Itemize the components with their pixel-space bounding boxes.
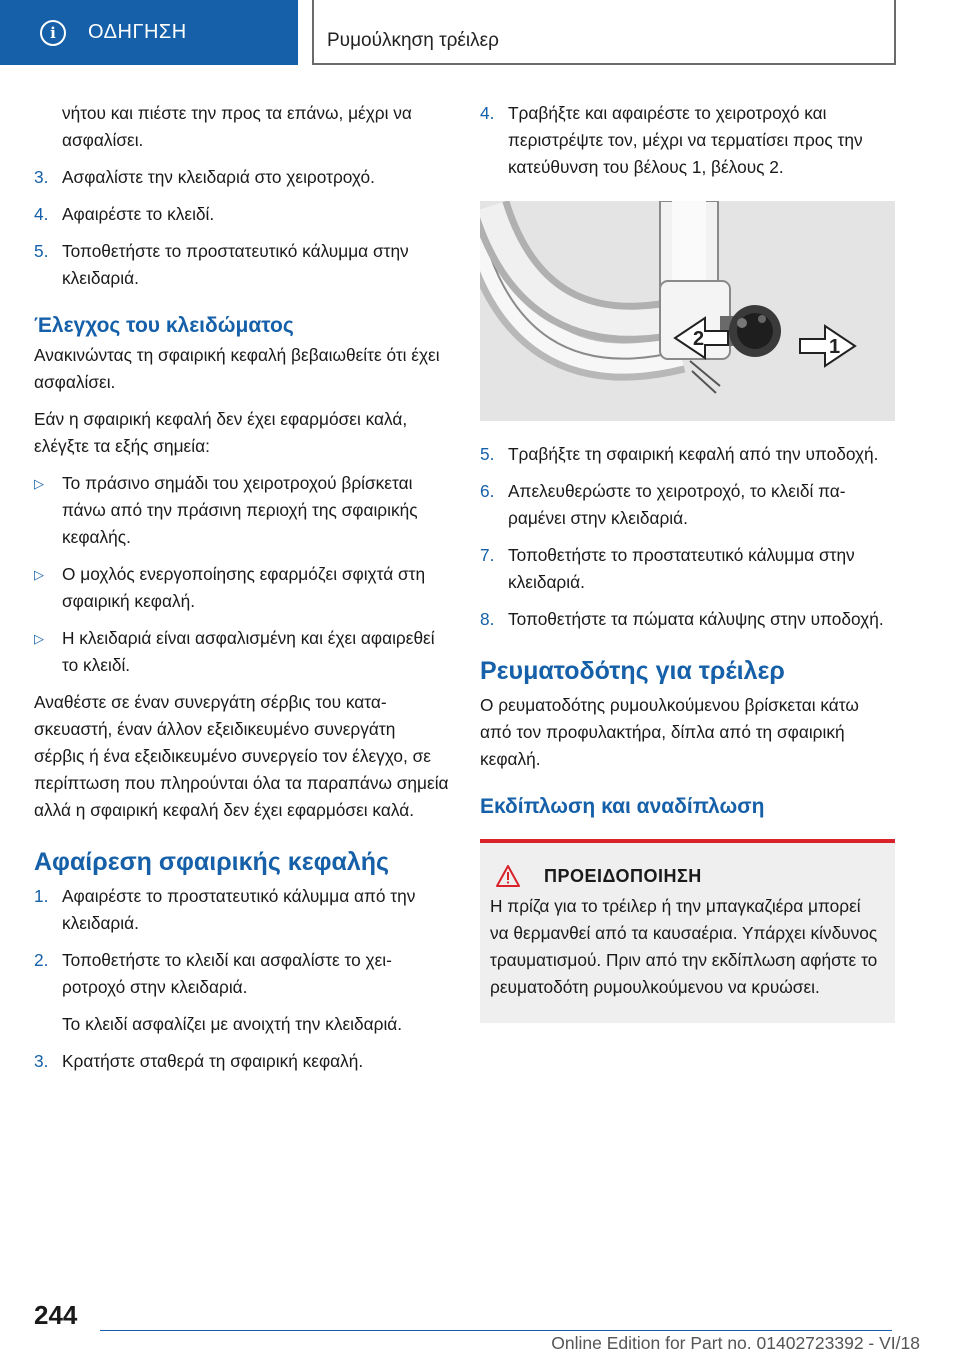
step-text: Απελευθερώστε το χειροτροχό, το κλειδί παραμένει στην κλειδαριά. bbox=[508, 481, 846, 528]
warning-box bbox=[480, 839, 895, 1023]
chapter-title: Ρυμούλκηση τρέιλερ bbox=[327, 30, 499, 51]
paragraph: Ο ρευματοδότης ρυμουλκούμενου βρίσκεται κάτω από τον προφυλακτήρα, δίπλα από τη σφαιρική κεφαλή. bbox=[480, 695, 859, 769]
warning-triangle-icon bbox=[496, 865, 520, 887]
footer-edition: Online Edition for Part no. 01402723392 - VI/18 bbox=[551, 1333, 920, 1353]
triangle-bullet-icon: ▷ bbox=[34, 567, 44, 582]
step-item bbox=[480, 478, 895, 532]
step-text: Αφαιρέστε το προστατευτικό κάλυμμα από την κλειδαριά. bbox=[62, 886, 416, 933]
step-item bbox=[480, 441, 895, 468]
bullet-item bbox=[34, 561, 449, 615]
section-label: ΟΔΗΓΗΣΗ bbox=[88, 21, 187, 43]
step-text: Τοποθετήστε το κλειδί και ασφαλίστε το χειροτροχό στην κλειδαριά. bbox=[62, 950, 392, 997]
heading-lock-check: Έλεγχος του κλειδώματος bbox=[34, 314, 294, 337]
heading-trailer-socket: Ρευματοδότης για τρέιλερ bbox=[480, 657, 785, 685]
tow-hitch-drawing bbox=[480, 201, 895, 421]
step-note: Το κλειδί ασφαλίζει με ανοιχτή την κλειδαριά. bbox=[62, 1014, 403, 1034]
step-number: 3. bbox=[34, 167, 49, 187]
step-text: Ασφαλίστε την κλειδαριά στο χειροτροχό. bbox=[62, 167, 375, 187]
step-number: 5. bbox=[480, 444, 495, 464]
bullet-text: Ο μοχλός ενεργοποίησης εφαρμόζει σφιχτά στη σφαιρική κεφαλή. bbox=[62, 564, 426, 611]
step-number: 4. bbox=[480, 103, 495, 123]
paragraph: Ανακινώντας τη σφαιρική κεφαλή βεβαιωθείτε ότι έχει ασφαλίσει. bbox=[34, 345, 440, 392]
step-text: Τοποθετήστε το προστατευτικό κάλυμμα στην κλειδαριά. bbox=[508, 545, 855, 592]
step-text: Κρατήστε σταθερά τη σφαιρική κεφαλή. bbox=[62, 1051, 364, 1071]
triangle-bullet-icon: ▷ bbox=[34, 476, 44, 491]
paragraph: Εάν η σφαιρική κεφαλή δεν έχει εφαρμόσει καλά, ελέγξτε τα εξής σημεία: bbox=[34, 409, 408, 456]
footer-divider bbox=[100, 1330, 892, 1331]
step-text: Τοποθετήστε το προστατευτικό κάλυμμα στην κλειδαριά. bbox=[62, 241, 409, 288]
arrow-label-1: 1 bbox=[829, 336, 841, 358]
step-item bbox=[34, 201, 449, 228]
step-text: Τοποθετήστε τα πώματα κάλυψης στην υποδοχή. bbox=[508, 609, 884, 629]
section-tab[interactable] bbox=[0, 0, 298, 65]
step-text: Τραβήξτε και αφαιρέστε το χειροτροχό και περιστρέψτε τον, μέχρι να τερματίσει προς την κατεύθυνση του βέλους 1, βέλους 2. bbox=[508, 103, 863, 177]
paragraph: Αναθέστε σε έναν συνεργάτη σέρβις του κατασκευαστή, έναν άλλον εξειδικευμένο συνεργάτη σέρβις ή ένα εξειδικευμένο συνεργείο τον έλεγχο, σε περίπτωση που πληρούνται όλα τα παραπάνω σημεία αλλά η σφαιρική κεφαλή δεν έχει εφαρμόσει καλά. bbox=[34, 692, 449, 820]
warning-title: ΠΡΟΕΙΔΟΠΟΙΗΣΗ bbox=[544, 865, 702, 886]
step-item bbox=[34, 947, 449, 1001]
step-number: 7. bbox=[480, 545, 495, 565]
triangle-bullet-icon: ▷ bbox=[34, 631, 44, 646]
step-item bbox=[480, 542, 895, 596]
page-number: 244 bbox=[34, 1300, 78, 1330]
step-item bbox=[34, 238, 449, 292]
continued-text: νήτου και πιέστε την προς τα επάνω, μέχρι να ασφαλίσει. bbox=[62, 103, 412, 150]
step-number: 5. bbox=[34, 241, 49, 261]
step-number: 3. bbox=[34, 1051, 49, 1071]
bullet-text: Η κλειδαριά είναι ασφαλισμένη και έχει αφαιρεθεί το κλειδί. bbox=[62, 628, 435, 675]
bullet-item bbox=[34, 470, 449, 551]
step-item bbox=[34, 883, 449, 937]
step-item bbox=[480, 100, 895, 181]
arrow-label-2: 2 bbox=[693, 328, 705, 350]
step-item bbox=[34, 164, 449, 191]
heading-fold-unfold: Εκδίπλωση και αναδίπλωση bbox=[480, 795, 765, 818]
heading-remove-ball-head: Αφαίρεση σφαιρικής κεφαλής bbox=[34, 848, 390, 876]
chapter-header bbox=[312, 0, 896, 65]
step-number: 2. bbox=[34, 950, 49, 970]
tow-hitch-illustration bbox=[480, 201, 895, 421]
bullet-text: Το πράσινο σημάδι του χειροτροχού βρίσκεται πάνω από την πράσινη περιοχή της σφαιρικής κεφαλής. bbox=[62, 473, 418, 547]
info-icon: i bbox=[40, 20, 66, 46]
step-number: 1. bbox=[34, 886, 49, 906]
warning-header bbox=[490, 865, 883, 887]
step-item bbox=[480, 606, 895, 633]
step-text: Τραβήξτε τη σφαιρική κεφαλή από την υποδοχή. bbox=[508, 444, 879, 464]
step-text: Αφαιρέστε το κλειδί. bbox=[62, 204, 215, 224]
right-column bbox=[480, 100, 895, 1023]
step-number: 8. bbox=[480, 609, 495, 629]
step-number: 6. bbox=[480, 481, 495, 501]
step-number: 4. bbox=[34, 204, 49, 224]
left-column bbox=[34, 100, 449, 1085]
bullet-item bbox=[34, 625, 449, 679]
warning-text: Η πρίζα για το τρέιλερ ή την μπαγκαζιέρα μπορεί να θερμανθεί από τα καυσαέρια. Υπάρχει κίνδυνος τραυματισμού. Πριν από την εκδίπλωση αφήστε το ρευματοδότη ρυμουλκούμενου να κρυώσει. bbox=[490, 896, 878, 997]
step-item bbox=[34, 1048, 449, 1075]
